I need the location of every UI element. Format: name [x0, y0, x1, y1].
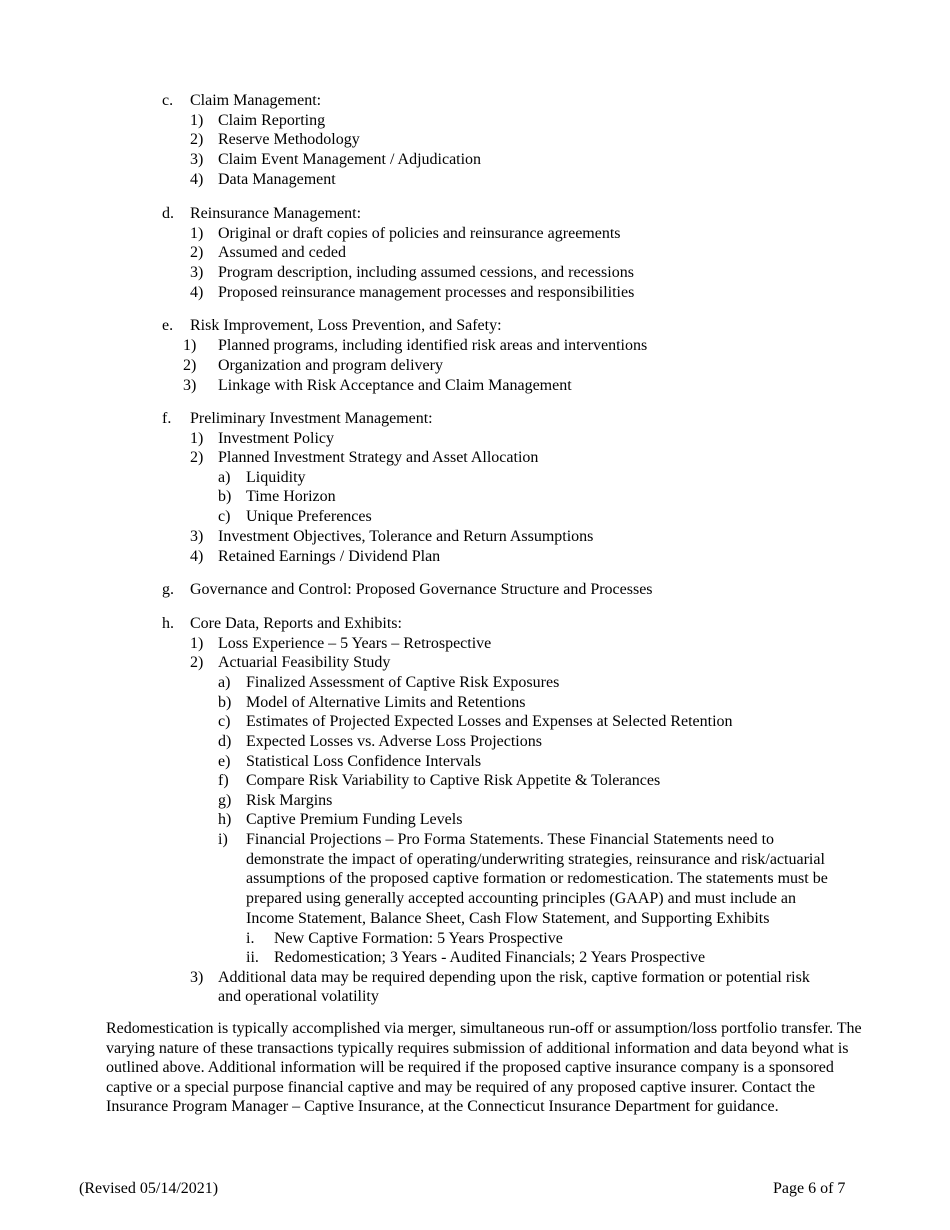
- closing-paragraph: Redomestication is typically accomplished via merger, simultaneous run-off or assumption/loss portfolio transfer. The varying nature of these transactions typically requires submission of additional information and data beyond what is outlined above. Additional information will be required if the proposed captive insurance company is a sponsored captive or a special purpose financial captive and may be required of any proposed captive insurer. Contact the Insurance Program Manager – Captive Insurance, at the Connecticut Insurance Department for guidance.: [106, 1020, 862, 1116]
- list-marker: 1): [183, 337, 197, 354]
- list-marker: 2): [190, 131, 204, 148]
- section-marker: e.: [162, 317, 174, 334]
- section-marker: f.: [162, 410, 172, 427]
- section-title: Claim Management:: [190, 92, 322, 109]
- list-item: Claim Reporting: [218, 112, 326, 129]
- list-item: Planned Investment Strategy and Asset Allocation: [218, 449, 539, 466]
- list-marker: 2): [190, 244, 204, 261]
- list-marker: c): [218, 713, 231, 730]
- list-marker: 2): [190, 449, 204, 466]
- section-title: Reinsurance Management:: [190, 205, 362, 222]
- list-marker: a): [218, 469, 231, 486]
- list-marker: 3): [190, 969, 204, 986]
- list-item: Actuarial Feasibility Study: [218, 654, 391, 671]
- list-item: Proposed reinsurance management processes and responsibilities: [218, 284, 635, 301]
- list-item: Estimates of Projected Expected Losses and Expenses at Selected Retention: [246, 713, 733, 730]
- list-marker: 4): [190, 171, 204, 188]
- list-marker: 1): [190, 112, 204, 129]
- list-item: New Captive Formation: 5 Years Prospective: [274, 930, 563, 947]
- list-item-line: assumptions of the proposed captive formation or redomestication. The statements must be: [246, 870, 828, 887]
- list-marker: i): [218, 831, 228, 848]
- list-item: Redomestication; 3 Years - Audited Financials; 2 Years Prospective: [274, 949, 706, 966]
- list-item: Planned programs, including identified risk areas and interventions: [218, 337, 648, 354]
- list-item-line: Income Statement, Balance Sheet, Cash Flow Statement, and Supporting Exhibits: [246, 910, 770, 927]
- section-marker: g.: [162, 581, 174, 598]
- list-item: Reserve Methodology: [218, 131, 360, 148]
- section-title: Core Data, Reports and Exhibits:: [190, 615, 402, 632]
- list-item-line: and operational volatility: [218, 988, 379, 1005]
- list-marker: 3): [183, 377, 197, 394]
- list-item: Investment Objectives, Tolerance and Return Assumptions: [218, 528, 594, 545]
- list-item: Linkage with Risk Acceptance and Claim Management: [218, 377, 572, 394]
- list-marker: 3): [190, 528, 204, 545]
- section-title: Risk Improvement, Loss Prevention, and Safety:: [190, 317, 502, 334]
- list-marker: 1): [190, 635, 204, 652]
- list-item: Assumed and ceded: [218, 244, 346, 261]
- section-title: Governance and Control: Proposed Governance Structure and Processes: [190, 581, 653, 598]
- list-marker: b): [218, 488, 232, 505]
- list-item: Unique Preferences: [246, 508, 372, 525]
- list-marker: c): [218, 508, 231, 525]
- list-item: Finalized Assessment of Captive Risk Exposures: [246, 674, 560, 691]
- list-marker: d): [218, 733, 232, 750]
- list-marker: i.: [246, 930, 255, 947]
- list-item: Risk Margins: [246, 792, 333, 809]
- list-marker: g): [218, 792, 232, 809]
- section-marker: c.: [162, 92, 174, 109]
- list-item: Program description, including assumed cessions, and recessions: [218, 264, 634, 281]
- revised-date: (Revised 05/14/2021): [79, 1180, 219, 1197]
- list-item-line: demonstrate the impact of operating/underwriting strategies, reinsurance and risk/actuarial: [246, 851, 825, 868]
- list-item-line: Additional data may be required depending upon the risk, captive formation or potential risk: [218, 969, 810, 986]
- list-marker: e): [218, 753, 231, 770]
- page-number: Page 6 of 7: [773, 1180, 846, 1197]
- section-marker: d.: [162, 205, 174, 222]
- list-item: Retained Earnings / Dividend Plan: [218, 548, 441, 565]
- list-item: Original or draft copies of policies and reinsurance agreements: [218, 225, 621, 242]
- section-title: Preliminary Investment Management:: [190, 410, 433, 427]
- list-item: Organization and program delivery: [218, 357, 443, 374]
- list-marker: 2): [183, 357, 197, 374]
- list-marker: 4): [190, 284, 204, 301]
- section-marker: h.: [162, 615, 174, 632]
- list-marker: b): [218, 694, 232, 711]
- list-marker: 1): [190, 430, 204, 447]
- list-item: Statistical Loss Confidence Intervals: [246, 753, 482, 770]
- list-marker: h): [218, 811, 232, 828]
- list-item-line: Financial Projections – Pro Forma Statements. These Financial Statements need to: [246, 831, 775, 848]
- list-item: Model of Alternative Limits and Retentions: [246, 694, 526, 711]
- list-marker: 4): [190, 548, 204, 565]
- list-item: Compare Risk Variability to Captive Risk Appetite & Tolerances: [246, 772, 661, 789]
- list-item: Investment Policy: [218, 430, 334, 447]
- list-item: Liquidity: [246, 469, 306, 486]
- list-item: Captive Premium Funding Levels: [246, 811, 463, 828]
- list-marker: ii.: [246, 949, 259, 966]
- list-item: Data Management: [218, 171, 336, 188]
- list-item: Time Horizon: [246, 488, 336, 505]
- list-item-line: prepared using generally accepted accounting principles (GAAP) and must include an: [246, 890, 797, 907]
- list-marker: 1): [190, 225, 204, 242]
- list-marker: 3): [190, 264, 204, 281]
- list-item: Claim Event Management / Adjudication: [218, 151, 482, 168]
- list-marker: 2): [190, 654, 204, 671]
- list-marker: f): [218, 772, 229, 789]
- list-marker: a): [218, 674, 231, 691]
- list-item: Expected Losses vs. Adverse Loss Projections: [246, 733, 542, 750]
- list-marker: 3): [190, 151, 204, 168]
- list-item: Loss Experience – 5 Years – Retrospective: [218, 635, 492, 652]
